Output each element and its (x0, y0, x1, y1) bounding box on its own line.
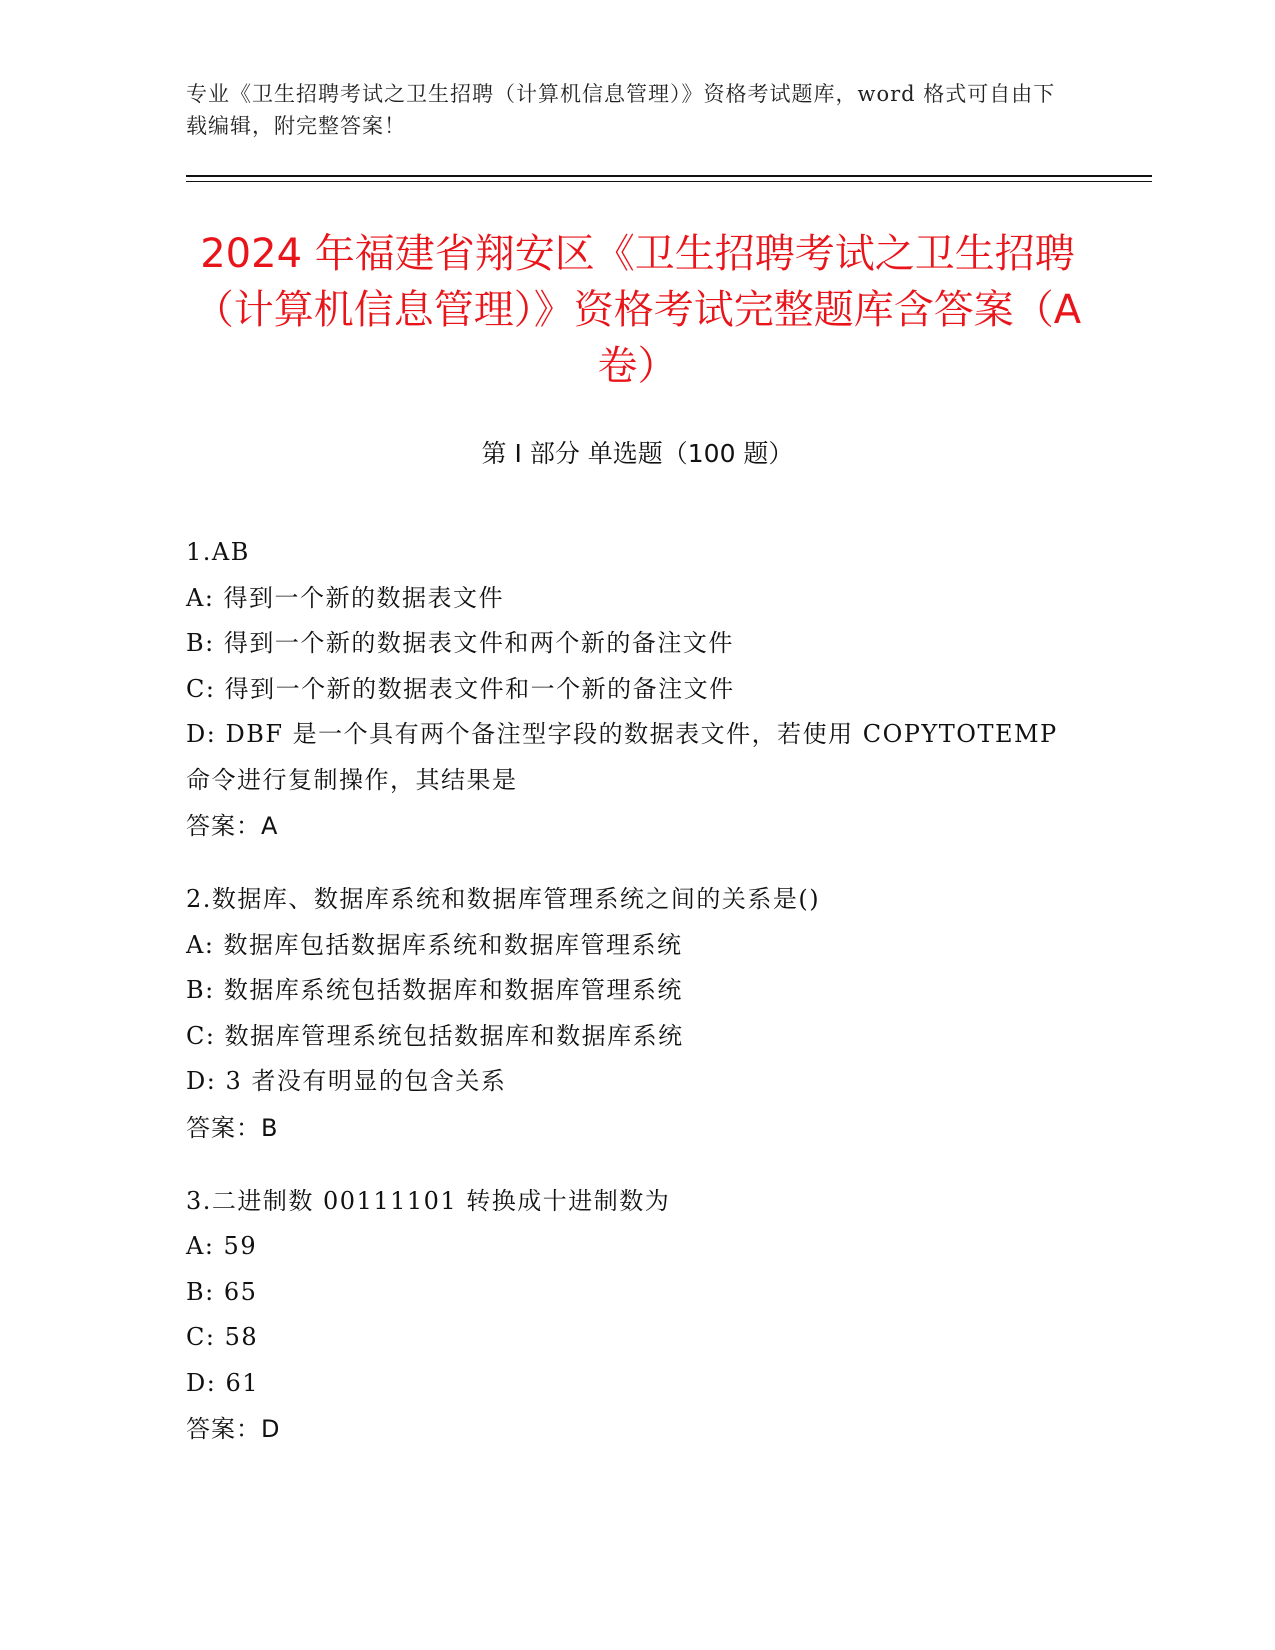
option-d: D: 3 者没有明显的包含关系 (186, 1067, 507, 1095)
question-3 (186, 1179, 1076, 1453)
option-c: C: 数据库管理系统包括数据库和数据库系统 (186, 1021, 684, 1050)
question-1 (186, 530, 1076, 849)
question-2 (186, 877, 1076, 1151)
header-divider-thin (186, 181, 1152, 182)
question-list (186, 530, 1076, 1480)
option-b: B: 数据库系统包括数据库和数据库管理系统 (186, 976, 683, 1004)
header-note: 专业《卫生招聘考试之卫生招聘（计算机信息管理）》资格考试题库，word 格式可自由下载编辑，附完整答案！ (186, 82, 1056, 138)
option-b: B: 得到一个新的数据表文件和两个新的备注文件 (186, 629, 734, 657)
answer: 答案：B (186, 1113, 279, 1142)
document-title: 2024 年福建省翔安区《卫生招聘考试之卫生招聘（计算机信息管理）》资格考试完整题库含答案（A 卷） (193, 231, 1082, 389)
section-heading: 第 I 部分 单选题（100 题） (481, 439, 794, 468)
question-stem: 3.二进制数 00111101 转换成十进制数为 (186, 1186, 671, 1215)
question-stem: 2.数据库、数据库系统和数据库管理系统之间的关系是() (186, 885, 821, 913)
option-d: D: 61 (186, 1368, 259, 1397)
question-stem: 1.AB (186, 538, 250, 566)
header-divider-thick (186, 175, 1152, 177)
option-c: C: 得到一个新的数据表文件和一个新的备注文件 (186, 674, 735, 703)
option-b: B: 65 (186, 1277, 258, 1306)
answer: 答案：D (186, 1415, 281, 1443)
option-d: D: DBF 是一个具有两个备注型字段的数据表文件，若使用 COPYTOTEMP 命令进行复制操作，其结果是 (186, 720, 1058, 794)
option-a: A: 得到一个新的数据表文件 (186, 583, 505, 612)
option-a: A: 数据库包括数据库系统和数据库管理系统 (186, 930, 683, 959)
answer: 答案：A (186, 812, 279, 840)
option-a: A: 59 (186, 1232, 258, 1260)
option-c: C: 58 (186, 1323, 259, 1351)
